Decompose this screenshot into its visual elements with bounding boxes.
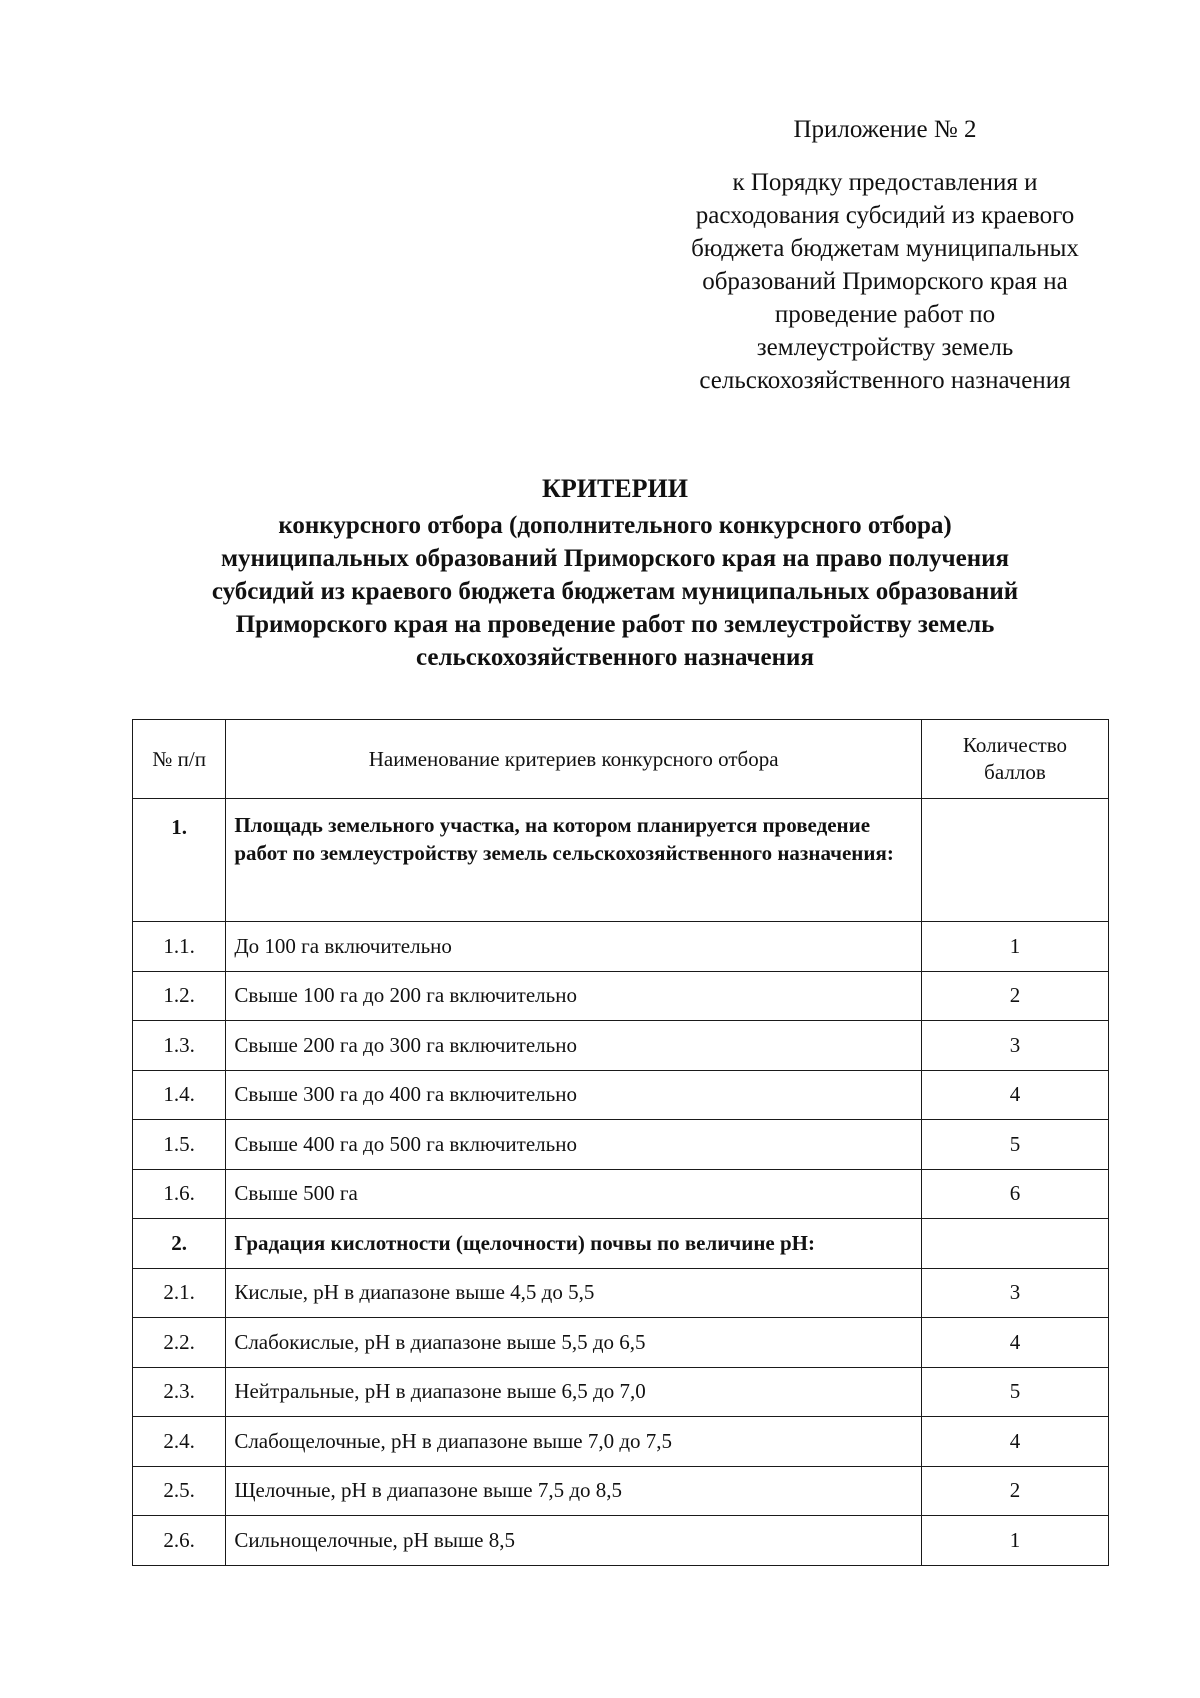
table-row [133, 1021, 1109, 1071]
row-name: Свыше 500 га [226, 1169, 922, 1219]
row-points: 5 [921, 1120, 1108, 1170]
heading-line: субсидий из краевого бюджета бюджетам муниципальных образований [211, 578, 1019, 605]
table-row [133, 1070, 1109, 1120]
row-points: 5 [921, 1367, 1108, 1417]
group-name: Площадь земельного участка, на котором планируется проведение работ по землеустройству земель сельскохозяйственного назначения: [226, 799, 922, 922]
row-num: 1.3. [133, 1021, 226, 1071]
row-points: 3 [921, 1021, 1108, 1071]
row-points: 1 [921, 1516, 1108, 1566]
table-row [133, 1367, 1109, 1417]
row-num: 2.2. [133, 1318, 226, 1368]
group-name: Градация кислотности (щелочности) почвы по величине pH: [226, 1219, 922, 1269]
table-row [133, 1318, 1109, 1368]
row-name: Свыше 200 га до 300 га включительно [226, 1021, 922, 1071]
row-points: 3 [921, 1268, 1108, 1318]
appendix-line: землеустройству земель [756, 334, 1014, 361]
table-row [133, 1120, 1109, 1170]
table-group-row [133, 799, 1109, 922]
appendix-line: образований Приморского края на [702, 268, 1068, 295]
appendix-line: к Порядку предоставления и [732, 169, 1038, 196]
row-points: 4 [921, 1417, 1108, 1467]
row-points: 4 [921, 1318, 1108, 1368]
row-points: 2 [921, 1466, 1108, 1516]
row-name: Свыше 300 га до 400 га включительно [226, 1070, 922, 1120]
table-row [133, 922, 1109, 972]
row-points: 1 [921, 922, 1108, 972]
row-num: 2.3. [133, 1367, 226, 1417]
row-name: Свыше 100 га до 200 га включительно [226, 971, 922, 1021]
appendix-reference [640, 166, 1130, 397]
group-points [921, 799, 1108, 922]
row-num: 1.5. [133, 1120, 226, 1170]
row-num: 1.2. [133, 971, 226, 1021]
appendix-title: Приложение № 2 [793, 116, 977, 143]
table-row [133, 1466, 1109, 1516]
row-name: Сильнощелочные, pH выше 8,5 [226, 1516, 922, 1566]
row-name: До 100 га включительно [226, 922, 922, 972]
row-num: 1.6. [133, 1169, 226, 1219]
appendix-line: бюджета бюджетам муниципальных [691, 235, 1079, 262]
table-row [133, 1268, 1109, 1318]
appendix-line: сельскохозяйственного назначения [699, 367, 1071, 394]
group-points [921, 1219, 1108, 1269]
row-num: 1.1. [133, 922, 226, 972]
row-num: 1.4. [133, 1070, 226, 1120]
criteria-table [132, 719, 1109, 1566]
row-points: 4 [921, 1070, 1108, 1120]
appendix-line: проведение работ по [774, 301, 996, 328]
group-num: 1. [133, 799, 226, 922]
row-name: Свыше 400 га до 500 га включительно [226, 1120, 922, 1170]
table-group-row [133, 1219, 1109, 1269]
table-row [133, 1417, 1109, 1467]
table-header-row [133, 720, 1109, 799]
appendix-line: расходования субсидий из краевого [695, 202, 1075, 229]
table-row [133, 1169, 1109, 1219]
row-name: Слабощелочные, pH в диапазоне выше 7,0 до 7,5 [226, 1417, 922, 1467]
table-row [133, 971, 1109, 1021]
row-points: 2 [921, 971, 1108, 1021]
row-name: Слабокислые, pH в диапазоне выше 5,5 до 6,5 [226, 1318, 922, 1368]
row-num: 2.1. [133, 1268, 226, 1318]
heading-line: муниципальных образований Приморского края на право получения [220, 545, 1010, 572]
header-points: Количество баллов [921, 720, 1108, 799]
row-name: Нейтральные, pH в диапазоне выше 6,5 до 7,0 [226, 1367, 922, 1417]
row-num: 2.4. [133, 1417, 226, 1467]
row-name: Щелочные, pH в диапазоне выше 7,5 до 8,5 [226, 1466, 922, 1516]
table-row [133, 1516, 1109, 1566]
heading-line: конкурсного отбора (дополнительного конкурсного отбора) [278, 512, 952, 539]
row-name: Кислые, pH в диапазоне выше 4,5 до 5,5 [226, 1268, 922, 1318]
header-num: № п/п [133, 720, 226, 799]
header-name: Наименование критериев конкурсного отбора [226, 720, 922, 799]
document-title: КРИТЕРИИ [542, 474, 688, 503]
document-heading [80, 472, 1150, 674]
row-num: 2.5. [133, 1466, 226, 1516]
heading-line: сельскохозяйственного назначения [416, 644, 814, 671]
row-points: 6 [921, 1169, 1108, 1219]
heading-line: Приморского края на проведение работ по землеустройству земель [235, 611, 995, 638]
row-num: 2.6. [133, 1516, 226, 1566]
group-num: 2. [133, 1219, 226, 1269]
